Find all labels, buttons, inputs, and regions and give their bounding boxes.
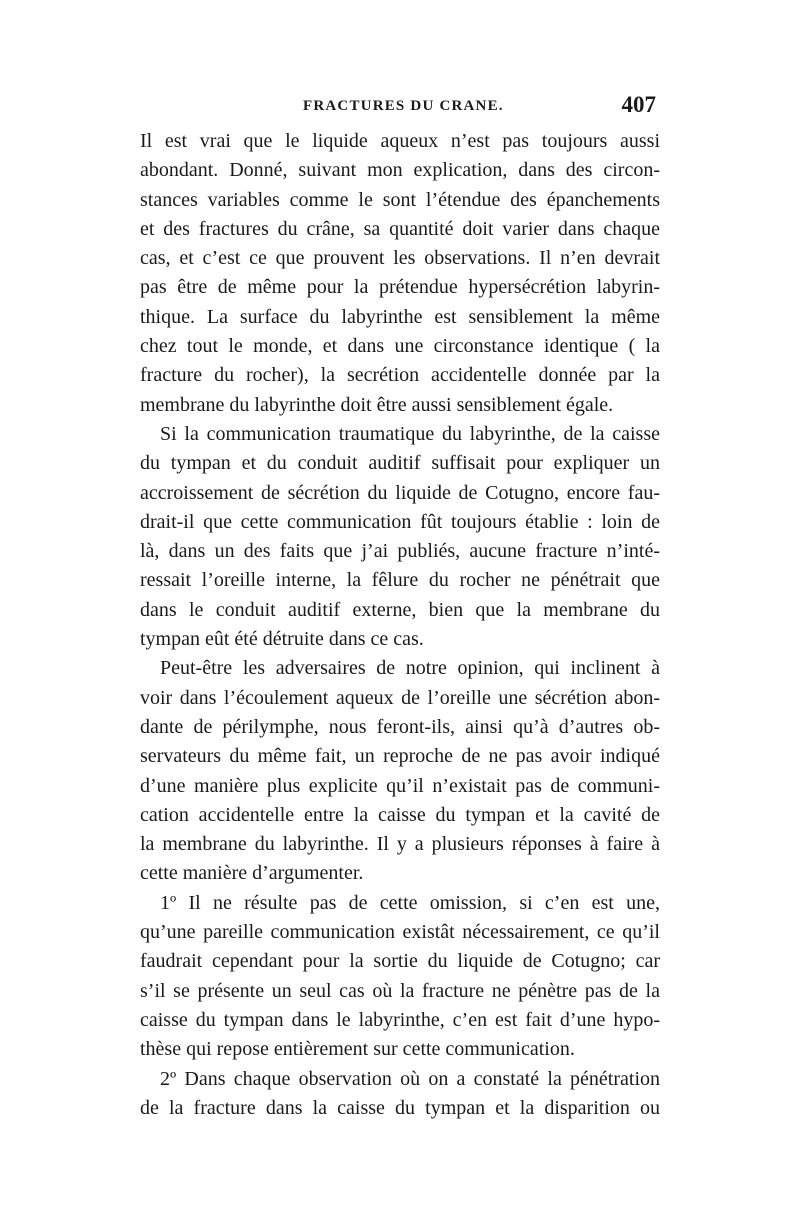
- text-line: accroissement de sécrétion du liquide de Cotugno, encore fau-: [140, 481, 660, 504]
- body-text: [140, 127, 660, 1123]
- text-line: et des fractures du crâne, sa quantité doit varier dans chaque: [140, 217, 660, 240]
- text-line: dante de périlymphe, nous feront-ils, ainsi qu’à d’autres ob-: [140, 715, 660, 738]
- text-line: caisse du tympan dans le labyrinthe, c’en est fait d’une hypo-: [140, 1008, 660, 1031]
- text-line: qu’une pareille communication existât nécessairement, ce qu’il: [140, 921, 660, 944]
- text-line: thèse qui repose entièrement sur cette communication.: [140, 1038, 575, 1061]
- text-line: s’il se présente un seul cas où la fracture ne pénètre pas de la: [140, 979, 660, 1002]
- text-line: membrane du labyrinthe doit être aussi sensiblement égale.: [140, 393, 614, 416]
- text-line: drait-il que cette communication fût toujours établie : loin de: [140, 510, 660, 533]
- text-line: 2º Dans chaque observation où on a constaté la pénétration: [160, 1067, 660, 1090]
- text-line: tympan eût été détruite dans ce cas.: [140, 628, 424, 651]
- text-line: Il est vrai que le liquide aqueux n’est pas toujours aussi: [140, 130, 660, 152]
- text-line: cas, et c’est ce que prouvent les observations. Il n’en devrait: [140, 247, 660, 270]
- text-line: dans le conduit auditif externe, bien que la membrane du: [140, 598, 660, 621]
- text-line: ressait l’oreille interne, la fêlure du rocher ne pénétrait que: [140, 569, 660, 592]
- text-line: Si la communication traumatique du labyrinthe, de la caisse: [160, 422, 660, 445]
- text-line: voir dans l’écoulement aqueux de l’oreille une sécrétion abon-: [140, 686, 660, 709]
- text-line: 1º Il ne résulte pas de cette omission, si c’en est une,: [160, 891, 660, 914]
- text-line: pas être de même pour la prétendue hypersécrétion labyrin-: [140, 276, 660, 299]
- page-number: 407: [621, 92, 656, 117]
- text-line: là, dans un des faits que j’ai publiés, aucune fracture n’inté-: [140, 540, 660, 563]
- text-line: thique. La surface du labyrinthe est sensiblement la même: [140, 305, 660, 328]
- text-line: abondant. Donné, suivant mon explication, dans des circon-: [140, 159, 660, 182]
- text-line: faudrait cependant pour la sortie du liquide de Cotugno; car: [140, 950, 660, 973]
- text-line: du tympan et du conduit auditif suffisait pour expliquer un: [140, 452, 660, 475]
- text-line: chez tout le monde, et dans une circonstance identique ( la: [140, 335, 660, 358]
- text-line: de la fracture dans la caisse du tympan et la disparition ou: [140, 1096, 660, 1119]
- text-line: d’une manière plus explicite qu’il n’existait pas de communi-: [140, 774, 660, 797]
- text-line: Peut-être les adversaires de notre opinion, qui inclinent à: [160, 657, 660, 680]
- text-line: servateurs du même fait, un reproche de ne pas avoir indiqué: [140, 745, 660, 768]
- text-line: fracture du rocher), la secrétion accidentelle donnée par la: [140, 364, 660, 387]
- running-head: [140, 92, 660, 122]
- text-line: stances variables comme le sont l’étendue des épanchements: [140, 188, 660, 211]
- text-line: cation accidentelle entre la caisse du tympan et la cavité de: [140, 803, 660, 826]
- text-line: cette manière d’argumenter.: [140, 862, 364, 885]
- running-title: FRACTURES DU CRANE.: [303, 98, 504, 114]
- text-line: la membrane du labyrinthe. Il y a plusieurs réponses à faire à: [140, 833, 660, 856]
